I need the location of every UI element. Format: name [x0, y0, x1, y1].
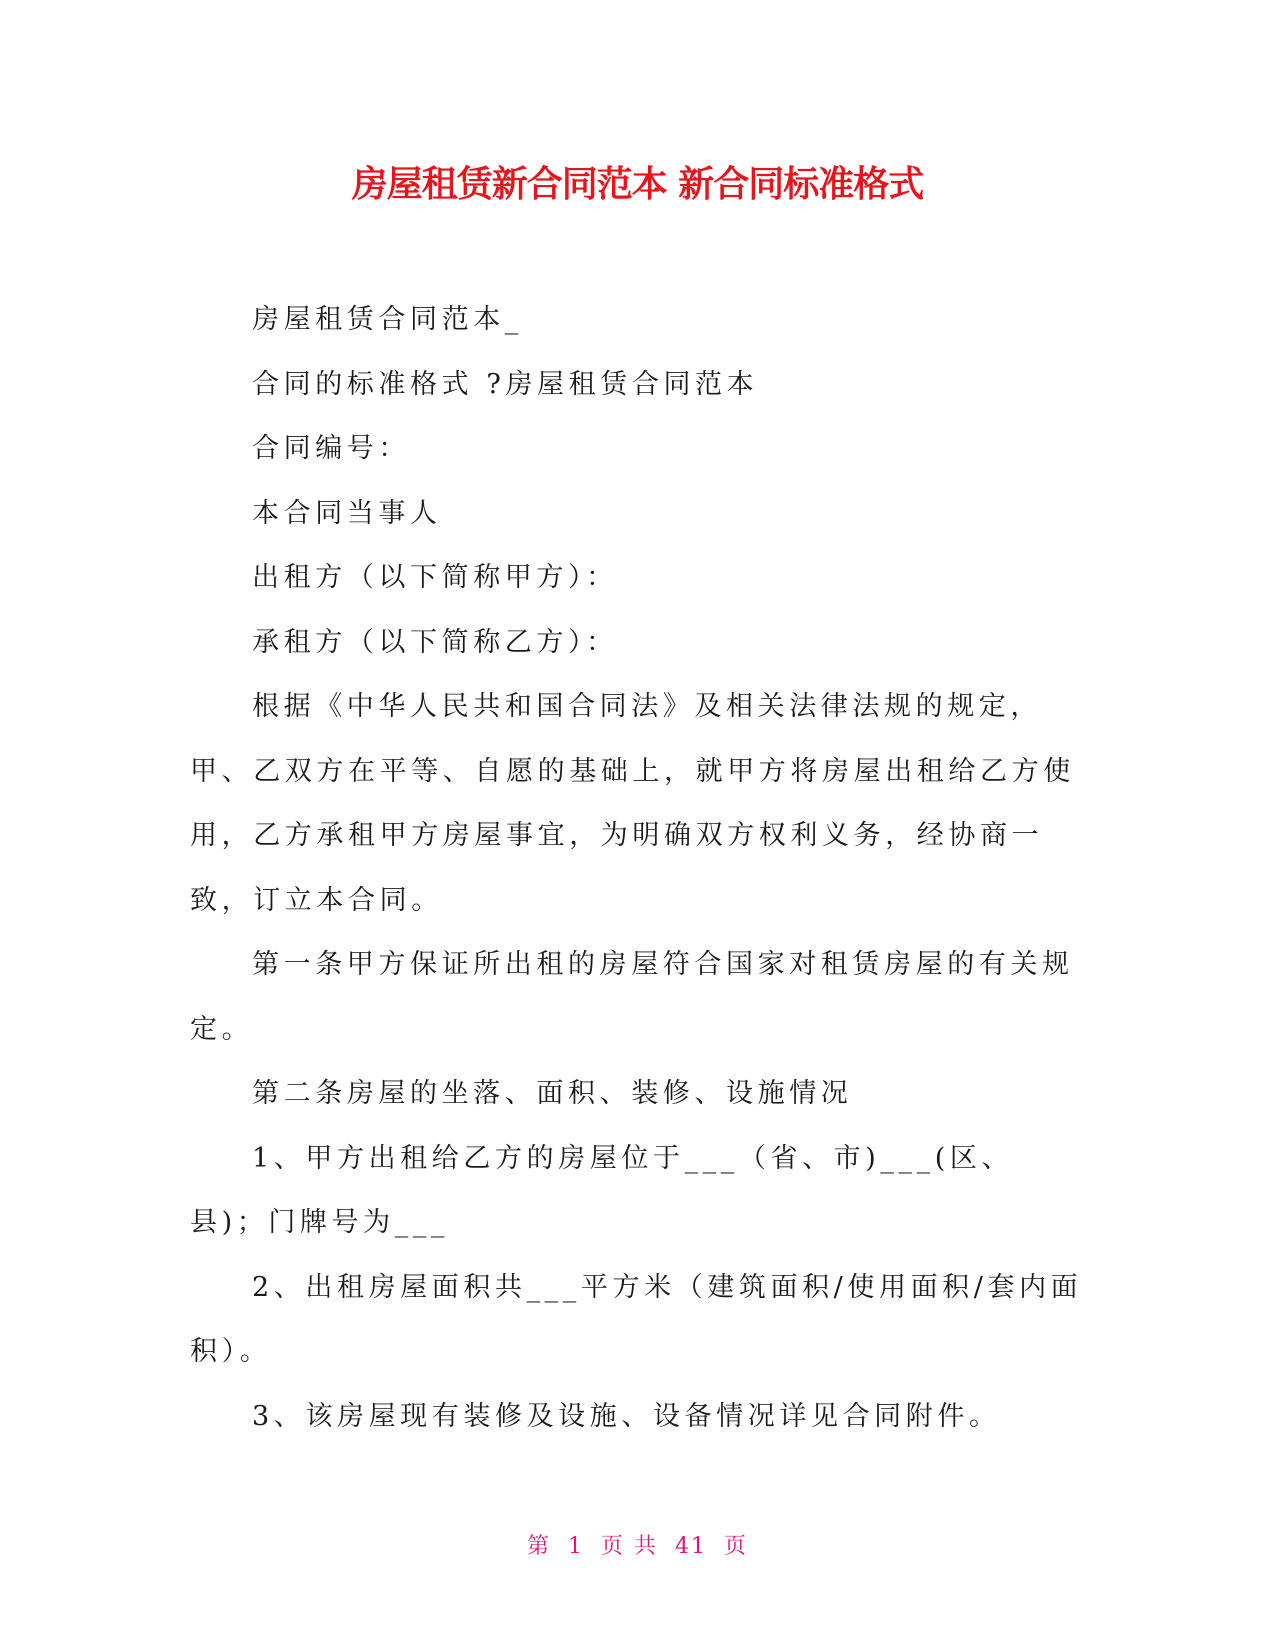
paragraph: 合同编号： — [252, 433, 410, 464]
footer-total-pages: 41 — [675, 1534, 707, 1559]
page-footer — [0, 1532, 1275, 1562]
paragraph: 第二条房屋的坐落、面积、装修、设施情况 — [252, 1078, 853, 1109]
footer-suffix: 页 — [724, 1534, 749, 1559]
paragraph: 根据《中华人民共和国合同法》及相关法律法规的规定，甲、乙双方在平等、自愿的基础上，就甲方将房屋出租给乙方使用，乙方承租甲方房屋事宜，为明确双方权利义务，经协商一致，订立本合同。 — [190, 691, 1075, 916]
paragraph: 2、出租房屋面积共___平方米（建筑面积/使用面积/套内面积）。 — [190, 1271, 1083, 1367]
footer-page-number: 1 — [568, 1534, 584, 1559]
footer-prefix: 第 — [526, 1534, 551, 1559]
paragraph: 本合同当事人 — [252, 497, 442, 529]
document-body — [190, 288, 1090, 1449]
footer-middle: 页 共 — [601, 1534, 658, 1559]
paragraph: 房屋租赁合同范本_ — [252, 304, 523, 335]
paragraph: 出租方（以下简称甲方）： — [252, 562, 618, 593]
paragraph: 承租方（以下简称乙方）： — [252, 626, 618, 658]
paragraph: 3、该房屋现有装修及设施、设备情况详见合同附件。 — [252, 1400, 1001, 1432]
paragraph: 第一条甲方保证所出租的房屋符合国家对租赁房屋的有关规定。 — [190, 949, 1074, 1045]
document-title: 房屋租赁新合同范本 新合同标准格式 — [351, 164, 924, 205]
paragraph: 合同的标准格式 ?房屋租赁合同范本 — [252, 368, 759, 400]
paragraph: 1、甲方出租给乙方的房屋位于___（省、市)___(区、县)；门牌号为___ — [190, 1142, 1014, 1238]
